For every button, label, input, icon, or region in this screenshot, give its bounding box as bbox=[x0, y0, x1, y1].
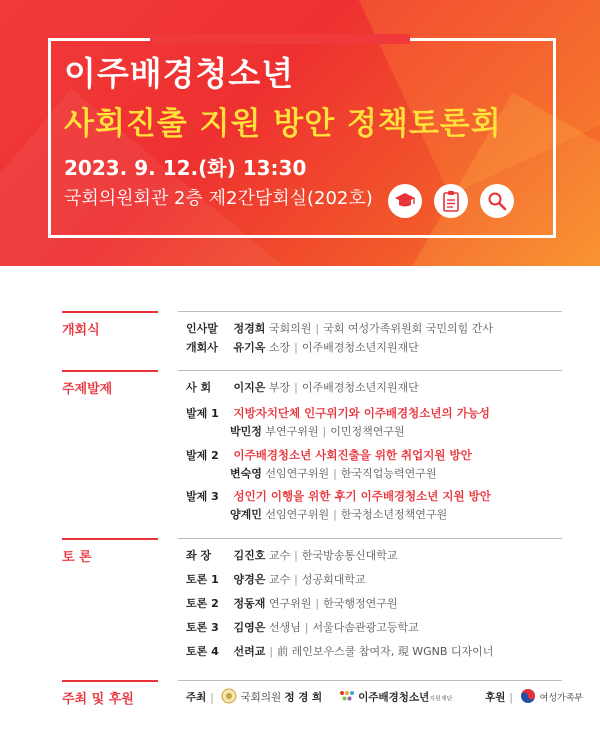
person-name: 양계민 bbox=[230, 508, 262, 521]
talk-row bbox=[186, 405, 490, 421]
person-rank: 교수 bbox=[268, 573, 291, 586]
person-name: 정동재 bbox=[233, 597, 266, 610]
person-rank: 국회의원 bbox=[268, 322, 312, 335]
person-name: 박민정 bbox=[230, 425, 262, 438]
talk-row bbox=[186, 447, 472, 463]
program-row: 개회사 유기옥 소장 | 이주배경청소년지원재단 bbox=[186, 341, 419, 354]
person-affiliation: 한국행정연구원 bbox=[323, 597, 398, 610]
section-label: 주제발제 bbox=[62, 370, 158, 397]
person-rank: 교수 bbox=[268, 549, 291, 562]
search-icon bbox=[480, 184, 514, 218]
title-line-1: 이주배경청소년 bbox=[64, 54, 295, 93]
sponsor-row: 주최 | 국회의원 정 경 희 이주배경청소년지원재단 후원 | 여성가족부 bbox=[186, 688, 583, 707]
section-body bbox=[178, 370, 562, 521]
host2-suffix: 지원재단 bbox=[429, 695, 453, 703]
host2-name: 이주배경청소년 bbox=[358, 691, 430, 704]
person-affiliation: 국회 여성가족위원회 국민의힘 간사 bbox=[323, 322, 494, 335]
section-sponsors bbox=[62, 680, 584, 720]
person-affiliation: 성공회대학교 bbox=[301, 573, 366, 586]
person-name: 변숙영 bbox=[230, 467, 262, 480]
support1-name: 여성가족부 bbox=[539, 693, 584, 704]
person-affiliation: 前 레인보우스쿨 참여자, 現 WGNB 디자이너 bbox=[277, 645, 494, 658]
person-name: 정경희 bbox=[233, 322, 266, 335]
section-opening bbox=[62, 311, 562, 361]
person-rank: 선생님 bbox=[268, 621, 301, 634]
role-label: 토론 4 bbox=[186, 645, 219, 658]
support-label: 후원 bbox=[485, 691, 506, 704]
program-row: 토론 3 김영은 선생님 | 서울다솜관광고등학교 bbox=[186, 621, 419, 634]
talk-speaker: 변숙영 선임연구위원 | 한국직업능력연구원 bbox=[230, 467, 437, 480]
foundation-logo-icon bbox=[339, 690, 355, 705]
person-affiliation: 이주배경청소년지원재단 bbox=[301, 381, 419, 394]
host1-prefix: 국회의원 bbox=[240, 691, 282, 704]
clipboard-icon bbox=[434, 184, 468, 218]
program-row: 사 회 이지은 부장 | 이주배경청소년지원재단 bbox=[186, 381, 419, 394]
role-label: 인사말 bbox=[186, 322, 218, 335]
person-affiliation: 이민정책연구원 bbox=[330, 425, 405, 438]
section-presentation bbox=[62, 370, 562, 520]
role-label: 사 회 bbox=[186, 381, 212, 394]
program-row: 좌 장 김진호 교수 | 한국방송통신대학교 bbox=[186, 549, 398, 562]
person-rank: 선임연구위원 bbox=[265, 508, 330, 521]
role-label: 개회사 bbox=[186, 341, 218, 354]
person-name: 선려교 bbox=[233, 645, 266, 658]
program-row: 토론 2 정동재 연구위원 | 한국행정연구원 bbox=[186, 597, 398, 610]
role-label: 발제 2 bbox=[186, 449, 219, 462]
person-name: 양경은 bbox=[233, 573, 266, 586]
talk-topic: 성인기 이행을 위한 후기 이주배경청소년 지원 방안 bbox=[233, 489, 491, 503]
role-label: 발제 1 bbox=[186, 407, 219, 420]
person-affiliation: 한국청소년정책연구원 bbox=[340, 508, 448, 521]
person-rank: 선임연구위원 bbox=[265, 467, 330, 480]
person-rank: 연구위원 bbox=[268, 597, 312, 610]
section-label: 토 론 bbox=[62, 538, 158, 565]
role-label: 토론 2 bbox=[186, 597, 219, 610]
event-date: 2023. 9. 12.(화) 13:30 bbox=[64, 156, 307, 180]
section-body bbox=[178, 311, 562, 354]
person-rank: 부장 bbox=[268, 381, 291, 394]
person-name: 김진호 bbox=[233, 549, 266, 562]
person-affiliation: 이주배경청소년지원재단 bbox=[301, 341, 419, 354]
person-name: 유기옥 bbox=[233, 341, 266, 354]
role-label: 토론 3 bbox=[186, 621, 219, 634]
program-row: 토론 1 양경은 교수 | 성공회대학교 bbox=[186, 573, 366, 586]
person-name: 김영은 bbox=[233, 621, 266, 634]
section-label: 개회식 bbox=[62, 311, 158, 338]
person-rank: 소장 bbox=[268, 341, 291, 354]
person-affiliation: 서울다솜관광고등학교 bbox=[312, 621, 419, 634]
talk-speaker: 박민정 부연구위원 | 이민정책연구원 bbox=[230, 425, 405, 438]
title-line-2: 사회진출 지원 방안 정책토론회 bbox=[64, 106, 502, 142]
frame-gap bbox=[150, 34, 410, 44]
section-body bbox=[178, 680, 584, 714]
section-body bbox=[178, 538, 562, 658]
role-label: 발제 3 bbox=[186, 490, 219, 503]
host1-name: 정 경 희 bbox=[284, 691, 323, 704]
section-label: 주최 및 후원 bbox=[62, 680, 158, 707]
program-row: 인사말 정경희 국회의원 | 국회 여성가족위원회 국민의힘 간사 bbox=[186, 322, 494, 335]
talk-row bbox=[186, 488, 491, 504]
talk-topic: 이주배경청소년 사회진출을 위한 취업지원 방안 bbox=[233, 448, 472, 462]
person-name: 이지은 bbox=[233, 381, 266, 394]
person-rank: 부연구위원 bbox=[265, 425, 319, 438]
role-label: 토론 1 bbox=[186, 573, 219, 586]
role-label: 좌 장 bbox=[186, 549, 212, 562]
program-row: 토론 4 선려교 | 前 레인보우스쿨 참여자, 現 WGNB 디자이너 bbox=[186, 645, 494, 658]
event-venue: 국회의원회관 2층 제2간담회실(202호) bbox=[64, 188, 373, 209]
taegeuk-emblem-icon bbox=[520, 688, 536, 707]
talk-topic: 지방자치단체 인구위기와 이주배경청소년의 가능성 bbox=[233, 406, 490, 420]
national-assembly-emblem-icon bbox=[221, 688, 237, 707]
header-banner bbox=[0, 0, 600, 266]
section-discussion bbox=[62, 538, 562, 663]
talk-speaker: 양계민 선임연구위원 | 한국청소년정책연구원 bbox=[230, 508, 448, 521]
person-affiliation: 한국직업능력연구원 bbox=[340, 467, 437, 480]
graduation-cap-icon bbox=[388, 184, 422, 218]
person-affiliation: 한국방송통신대학교 bbox=[301, 549, 398, 562]
host-label: 주최 bbox=[186, 691, 207, 704]
